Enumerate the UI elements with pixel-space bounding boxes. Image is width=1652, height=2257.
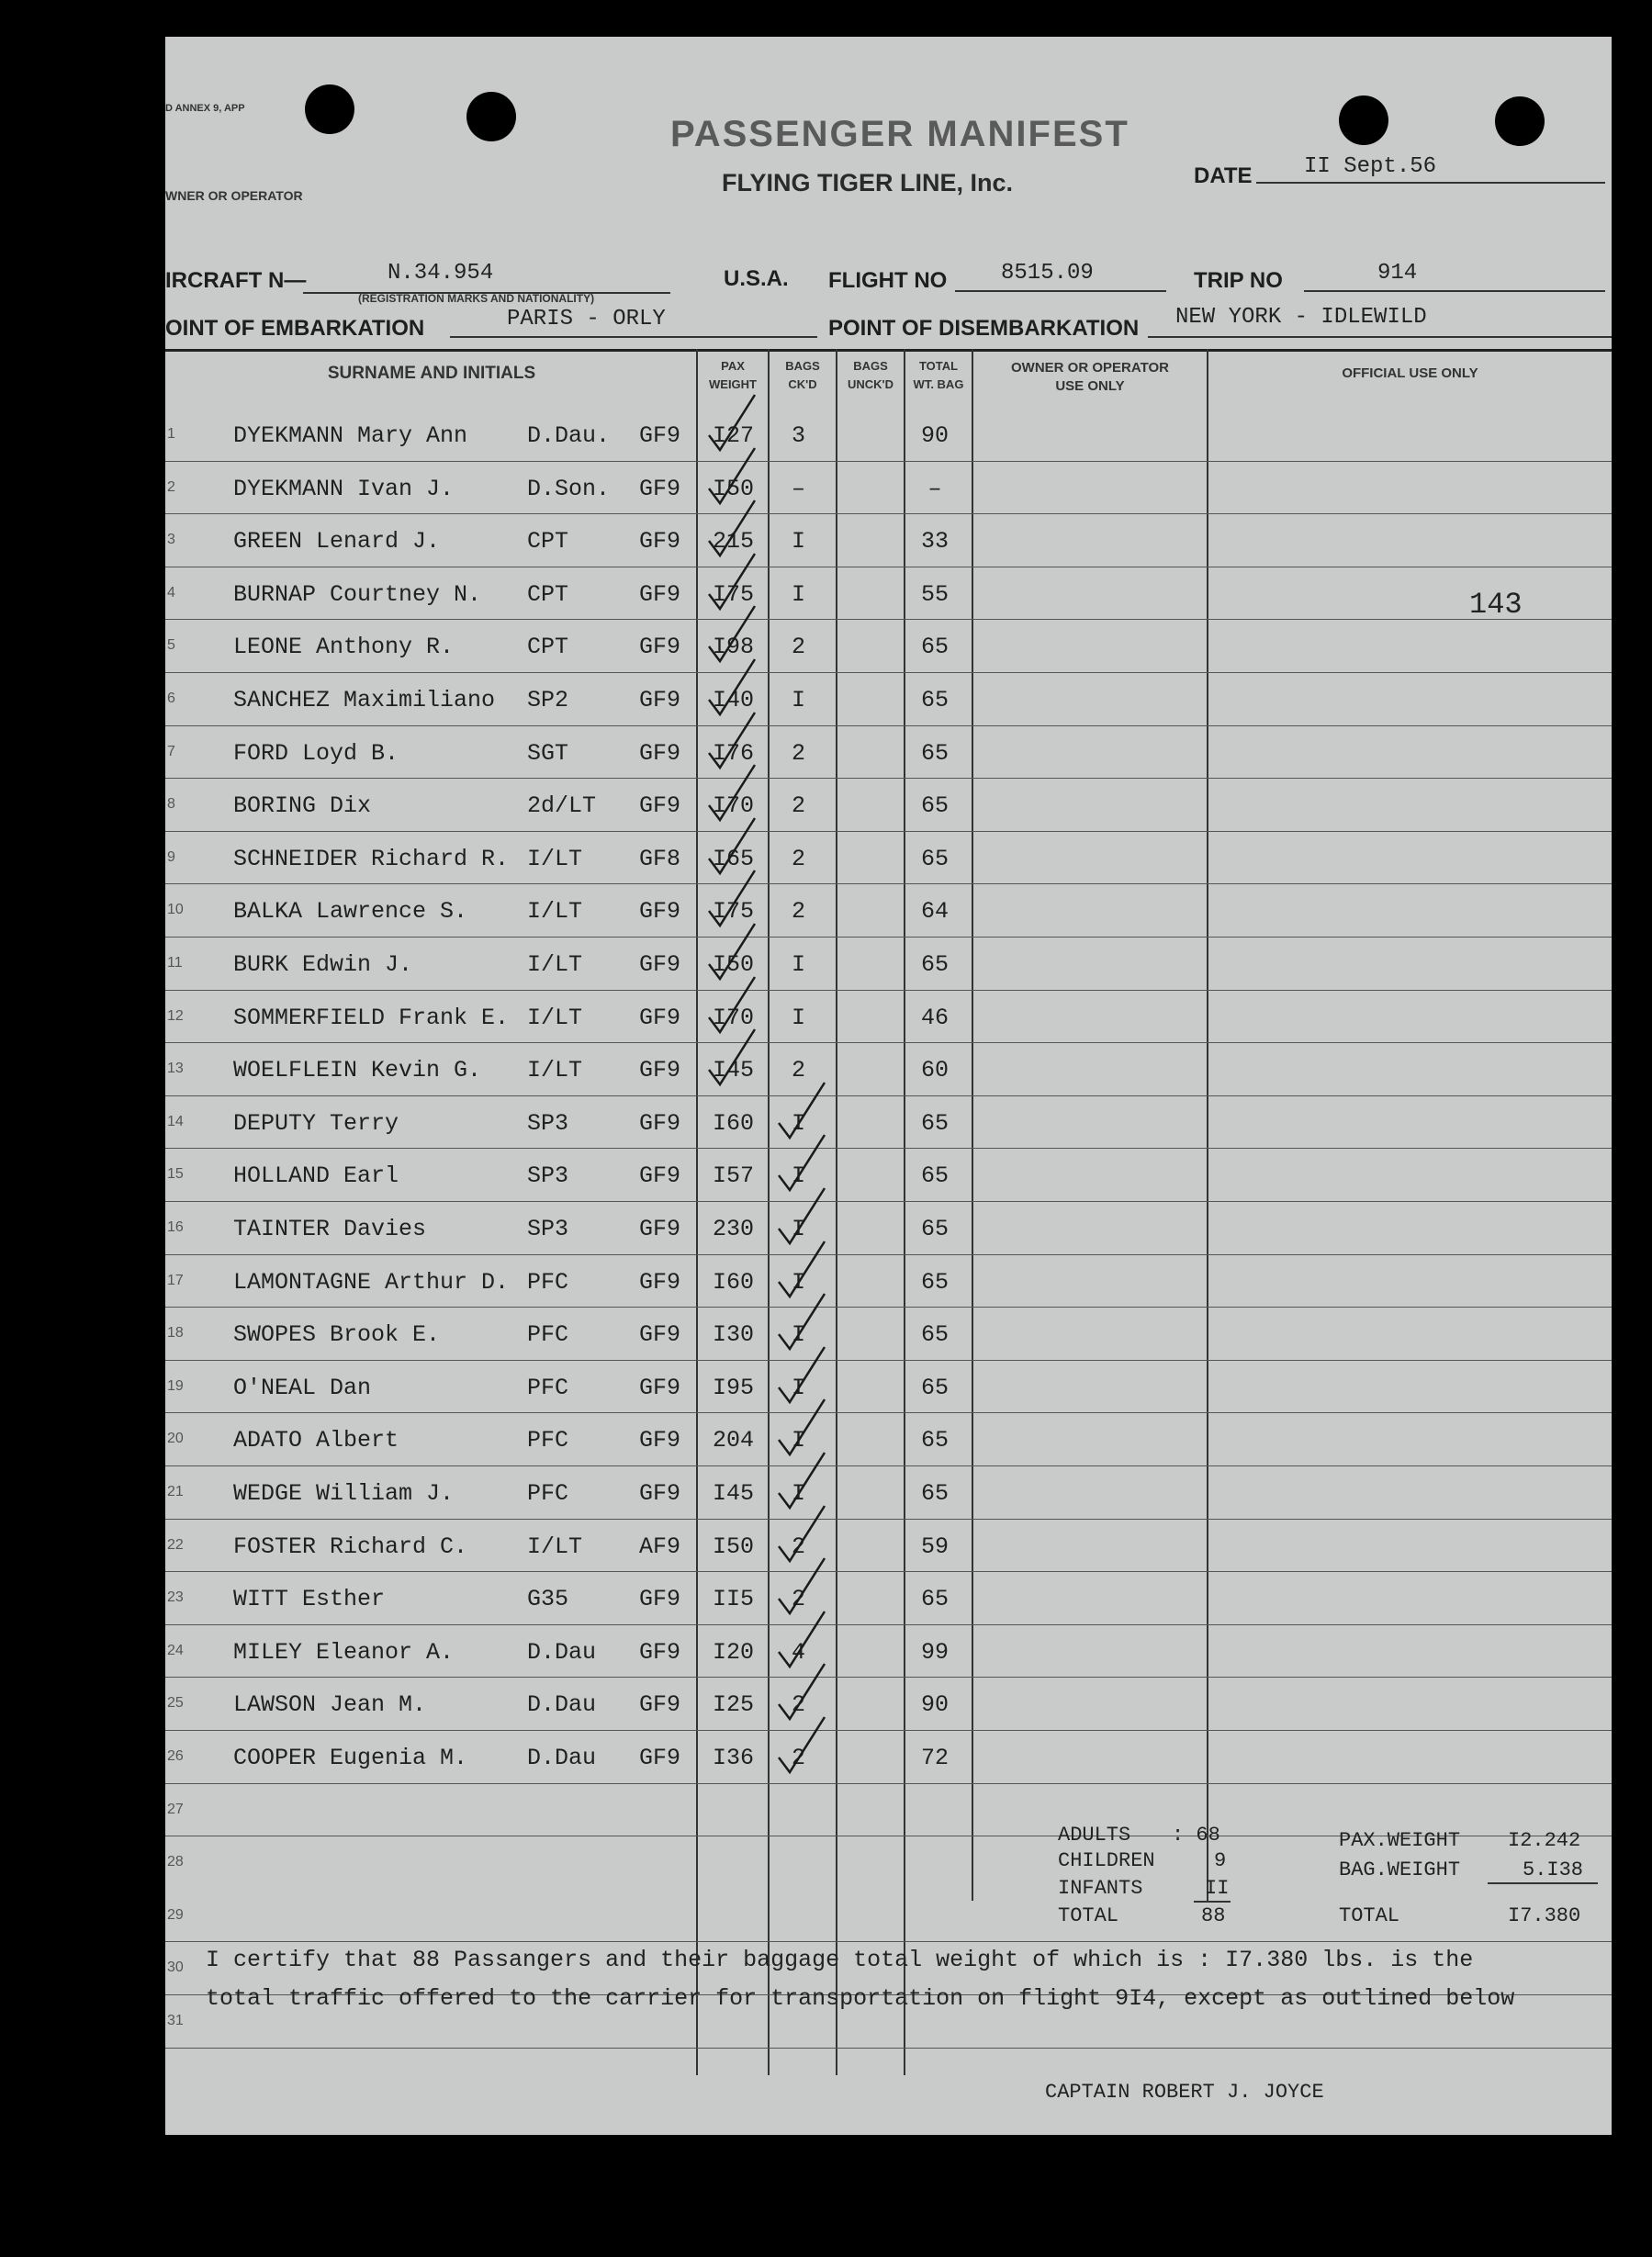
passenger-rank: SGT (527, 739, 569, 767)
passenger-rank: CPT (527, 580, 569, 608)
row-number: 16 (167, 1219, 184, 1235)
pax-weight: I50 (713, 475, 755, 502)
passenger-rank: SP2 (527, 687, 569, 713)
bags-checked: 2 (792, 634, 806, 661)
col-total-wt-1: TOTAL (918, 359, 959, 373)
passenger-unit: GF9 (639, 792, 681, 820)
children-label: CHILDREN (1058, 1849, 1155, 1872)
row-number: 14 (167, 1113, 184, 1129)
row-number: 19 (167, 1377, 184, 1394)
passenger-unit: GF9 (639, 1691, 681, 1719)
passenger-unit: GF9 (639, 1427, 681, 1454)
children-value: 9 (1214, 1849, 1227, 1872)
pax-weight: I27 (713, 422, 755, 449)
col-pax-weight-2: WEIGHT (709, 377, 757, 391)
total-bag-weight: 65 (920, 1109, 950, 1137)
passenger-name: GREEN Lenard J. (233, 528, 441, 556)
passenger-rank: D.Dau (527, 1638, 597, 1666)
row-number: 22 (167, 1536, 184, 1553)
passenger-rank: I/LT (527, 1057, 583, 1084)
col-bags-ckd-1: BAGS (785, 359, 820, 373)
total-bag-weight: 59 (920, 1533, 950, 1560)
passenger-name: O'NEAL Dan (233, 1374, 372, 1401)
captain-signature: CAPTAIN ROBERT J. JOYCE (1045, 2081, 1324, 2104)
disembarkation-label: POINT OF DISEMBARKATION (828, 316, 1140, 341)
passenger-unit: GF9 (639, 422, 681, 449)
certification-line-1: I certify that 88 Passangers and their baggage total weight of which is : I7.380 lbs. is the (206, 1947, 1474, 1973)
passenger-rank: I/LT (527, 1004, 583, 1031)
row-number: 6 (167, 691, 175, 706)
pax-weight: I98 (713, 634, 755, 661)
passenger-name: BALKA Lawrence S. (233, 898, 468, 926)
row-divider (165, 937, 1612, 938)
passenger-name: LEONE Anthony R. (233, 634, 455, 661)
row-number: 23 (167, 1589, 184, 1606)
row-divider (165, 1465, 1612, 1466)
row-divider (165, 672, 1612, 673)
row-number: 10 (167, 902, 184, 918)
passenger-unit: GF9 (639, 1216, 681, 1242)
passenger-unit: GF9 (639, 1638, 681, 1666)
row-number: 1 (167, 426, 175, 442)
row-number: 12 (167, 1007, 184, 1024)
bags-checked: I (792, 687, 806, 713)
total-bag-weight: 55 (920, 580, 950, 608)
manifest-page (165, 37, 1612, 2135)
row-divider (165, 1201, 1612, 1202)
pax-weight: I50 (713, 1533, 755, 1560)
col-total-wt-2: WT. BAG (913, 377, 964, 391)
bags-checked: 2 (792, 792, 806, 820)
passenger-name: WOELFLEIN Kevin G. (233, 1057, 482, 1084)
passenger-unit: GF9 (639, 898, 681, 926)
pax-weight: I75 (713, 580, 755, 608)
pax-weight: I30 (713, 1321, 755, 1349)
total-bag-weight: 65 (920, 845, 950, 872)
passenger-rank: PFC (527, 1480, 569, 1507)
row-number: 4 (167, 584, 175, 601)
col-bags-ckd-2: CK'D (788, 377, 817, 391)
pax-weight: I95 (713, 1374, 755, 1401)
passenger-rank: D.Dau. (527, 422, 611, 449)
total-bag-weight: 65 (920, 1480, 950, 1507)
bags-checked: 4 (792, 1638, 806, 1666)
bag-weight-value: 5.I38 (1523, 1858, 1584, 1881)
row-number: 27 (167, 1801, 184, 1817)
passenger-name: FOSTER Richard C. (233, 1533, 468, 1560)
embarkation-label: OINT OF EMBARKATION (165, 316, 425, 341)
row-divider (165, 1624, 1612, 1625)
total-bag-weight: 65 (920, 1162, 950, 1190)
passenger-name: FORD Loyd B. (233, 739, 399, 767)
bags-checked: I (792, 1480, 806, 1507)
passenger-unit: GF9 (639, 1480, 681, 1507)
passenger-name: HOLLAND Earl (233, 1162, 399, 1190)
row-number: 13 (167, 1061, 184, 1077)
passenger-rank: I/LT (527, 1533, 583, 1560)
passenger-name: DYEKMANN Mary Ann (233, 422, 468, 449)
passenger-rank: PFC (527, 1321, 569, 1349)
passenger-unit: GF9 (639, 1057, 681, 1084)
row-divider (165, 1571, 1612, 1572)
pax-weight: I75 (713, 898, 755, 926)
company-name: FLYING TIGER LINE, Inc. (722, 169, 1014, 197)
row-number: 26 (167, 1748, 184, 1764)
infants-value: II (1205, 1877, 1230, 1900)
row-divider (165, 1042, 1612, 1043)
row-number: 9 (167, 848, 175, 865)
punch-hole (1495, 96, 1545, 146)
weight-total-label: TOTAL (1339, 1904, 1400, 1927)
bags-checked: 2 (792, 898, 806, 926)
row-number: 2 (167, 478, 175, 495)
passenger-rank: CPT (527, 528, 569, 556)
bags-checked: I (792, 528, 806, 556)
disembarkation-value: NEW YORK - IDLEWILD (1175, 305, 1427, 330)
row-number: 21 (167, 1484, 184, 1499)
passenger-name: ADATO Albert (233, 1427, 399, 1454)
passenger-name: DYEKMANN Ivan J. (233, 475, 455, 502)
row-number: 28 (167, 1854, 184, 1870)
total-bag-weight: 72 (920, 1745, 950, 1771)
col-name: SURNAME AND INITIALS (327, 364, 536, 383)
pax-weight: I57 (713, 1162, 755, 1190)
pax-weight: I36 (713, 1745, 755, 1771)
total-bag-weight: 99 (920, 1638, 950, 1666)
passenger-rank: I/LT (527, 951, 583, 978)
passenger-unit: GF9 (639, 1268, 681, 1296)
row-number: 29 (167, 1906, 184, 1923)
row-divider (165, 1677, 1612, 1678)
passenger-name: WEDGE William J. (233, 1480, 455, 1507)
row-divider (165, 990, 1612, 991)
passenger-unit: GF9 (639, 951, 681, 978)
row-divider (165, 883, 1612, 884)
passenger-unit: GF9 (639, 1374, 681, 1401)
pax-weight: I40 (713, 687, 755, 713)
row-divider (165, 2048, 1612, 2049)
passenger-rank: PFC (527, 1268, 569, 1296)
bags-checked: I (792, 1321, 806, 1349)
bags-checked: 2 (792, 1691, 806, 1719)
passenger-unit: GF9 (639, 580, 681, 608)
row-number: 25 (167, 1695, 184, 1712)
total-bag-weight: 65 (920, 792, 950, 820)
adults-label: ADULTS (1058, 1824, 1131, 1847)
bags-checked: I (792, 1162, 806, 1190)
row-divider (165, 513, 1612, 514)
nationality: U.S.A. (724, 266, 789, 291)
total-bag-weight: 46 (920, 1004, 950, 1031)
passenger-rank: I/LT (527, 898, 583, 926)
annex-note: D ANNEX 9, APP (165, 103, 245, 114)
passenger-rank: G35 (527, 1586, 569, 1613)
total-bag-weight: 65 (920, 1321, 950, 1349)
pax-weight: I60 (713, 1109, 755, 1137)
weight-total-value: I7.380 (1508, 1904, 1581, 1927)
date-value: II Sept.56 (1304, 154, 1437, 179)
passenger-name: SWOPES Brook E. (233, 1321, 441, 1349)
passenger-rank: PFC (527, 1427, 569, 1454)
row-number: 7 (167, 743, 175, 759)
col-bags-unckd-2: UNCK'D (847, 377, 894, 391)
row-number: 8 (167, 796, 175, 813)
pax-weight: I50 (713, 951, 755, 978)
document-title: PASSENGER MANIFEST (670, 114, 1129, 154)
passenger-unit: GF9 (639, 1004, 681, 1031)
pax-weight: I76 (713, 739, 755, 767)
passenger-name: BORING Dix (233, 792, 372, 820)
pax-weight: I70 (713, 792, 755, 820)
owner-label: WNER OR OPERATOR (165, 188, 303, 203)
row-divider (165, 1360, 1612, 1361)
embarkation-value: PARIS - ORLY (507, 307, 666, 331)
row-number: 11 (167, 955, 183, 971)
flight-label: FLIGHT NO (828, 268, 948, 293)
punch-hole (305, 84, 354, 134)
row-divider (165, 831, 1612, 832)
row-number: 5 (167, 637, 175, 654)
row-divider (165, 1254, 1612, 1255)
passenger-rank: PFC (527, 1374, 569, 1401)
passenger-rank: 2d/LT (527, 792, 597, 820)
punch-hole (1339, 95, 1388, 145)
date-label: DATE (1194, 163, 1253, 188)
total-bag-weight: 65 (920, 1216, 950, 1242)
row-divider (165, 1307, 1612, 1308)
passenger-rank: SP3 (527, 1216, 569, 1242)
col-owner-use-1: OWNER OR OPERATOR (1011, 360, 1169, 376)
row-number: 24 (167, 1642, 184, 1658)
bags-checked: I (792, 580, 806, 608)
adults-value: : 68 (1172, 1824, 1220, 1847)
passenger-unit: AF9 (639, 1533, 681, 1560)
check-mark (771, 1713, 836, 1778)
check-mark (702, 1026, 766, 1090)
passenger-name: BURK Edwin J. (233, 951, 413, 978)
aircraft-value: N.34.954 (388, 261, 494, 286)
total-bag-weight: 65 (920, 1427, 950, 1454)
bags-checked: 2 (792, 739, 806, 767)
row-divider (165, 1148, 1612, 1149)
row-divider (165, 778, 1612, 779)
bags-checked: – (792, 475, 806, 502)
pax-weight: I70 (713, 1004, 755, 1031)
bags-checked: I (792, 1109, 806, 1137)
row-number: 18 (167, 1325, 184, 1342)
bags-checked: 2 (792, 1533, 806, 1560)
stamp-number: 143 (1469, 588, 1523, 622)
total-pax-label: TOTAL (1058, 1904, 1119, 1927)
passenger-rank: SP3 (527, 1162, 569, 1190)
row-number: 20 (167, 1431, 184, 1447)
bags-checked: I (792, 1216, 806, 1242)
bags-checked: I (792, 1427, 806, 1454)
passenger-name: MILEY Eleanor A. (233, 1638, 455, 1666)
bags-checked: I (792, 1374, 806, 1401)
passenger-rank: D.Son. (527, 475, 611, 502)
row-number: 30 (167, 1959, 184, 1976)
passenger-name: SCHNEIDER Richard R. (233, 845, 510, 872)
total-bag-weight: 65 (920, 1374, 950, 1401)
row-number: 31 (167, 2013, 184, 2028)
total-bag-weight: 65 (920, 1586, 950, 1613)
bags-checked: 2 (792, 1586, 806, 1613)
col-bags-unckd-1: BAGS (853, 359, 888, 373)
passenger-name: BURNAP Courtney N. (233, 580, 482, 608)
row-divider (165, 1783, 1612, 1784)
row-divider (165, 1095, 1612, 1096)
total-bag-weight: 65 (920, 634, 950, 661)
passenger-rank: CPT (527, 634, 569, 661)
passenger-name: WITT Esther (233, 1586, 386, 1613)
passenger-unit: GF9 (639, 1586, 681, 1613)
total-bag-weight: 65 (920, 687, 950, 713)
trip-value: 914 (1377, 261, 1418, 286)
total-bag-weight: 65 (920, 951, 950, 978)
pax-weight: 204 (713, 1427, 755, 1454)
passenger-unit: GF9 (639, 1109, 681, 1137)
row-divider (165, 1519, 1612, 1520)
registration-note: (REGISTRATION MARKS AND NATIONALITY) (358, 292, 595, 305)
row-divider (165, 461, 1612, 462)
pax-weight-label: PAX.WEIGHT (1339, 1829, 1461, 1852)
passenger-unit: GF8 (639, 845, 681, 872)
passenger-rank: D.Dau (527, 1691, 597, 1719)
passenger-rank: D.Dau (527, 1745, 597, 1771)
bags-checked: I (792, 951, 806, 978)
passenger-unit: GF9 (639, 687, 681, 713)
aircraft-label: IRCRAFT N— (165, 268, 307, 293)
row-number: 15 (167, 1166, 184, 1183)
row-number: 3 (167, 532, 175, 548)
total-bag-weight: 33 (920, 528, 950, 556)
total-bag-weight: 65 (920, 739, 950, 767)
total-bag-weight: 60 (920, 1057, 950, 1084)
total-bag-weight: 65 (920, 1268, 950, 1296)
flight-value: 8515.09 (1001, 261, 1094, 286)
passenger-unit: GF9 (639, 475, 681, 502)
pax-weight: 230 (713, 1216, 755, 1242)
passenger-name: LAMONTAGNE Arthur D. (233, 1268, 510, 1296)
bags-checked: 2 (792, 1745, 806, 1771)
punch-hole (466, 92, 516, 141)
pax-weight: I45 (713, 1057, 755, 1084)
bags-checked: I (792, 1268, 806, 1296)
pax-weight: I20 (713, 1638, 755, 1666)
col-official-use: OFFICIAL USE ONLY (1342, 365, 1478, 381)
passenger-unit: GF9 (639, 634, 681, 661)
bags-checked: 3 (792, 422, 806, 449)
passenger-unit: GF9 (639, 1745, 681, 1771)
row-divider (165, 619, 1612, 620)
passenger-name: TAINTER Davies (233, 1216, 427, 1242)
bags-checked: 2 (792, 845, 806, 872)
total-bag-weight: 90 (920, 1691, 950, 1719)
pax-weight: 215 (713, 528, 755, 556)
bag-weight-label: BAG.WEIGHT (1339, 1858, 1461, 1881)
total-bag-weight: 90 (920, 422, 950, 449)
row-number: 17 (167, 1272, 184, 1288)
passenger-unit: GF9 (639, 1162, 681, 1190)
total-bag-weight: – (927, 475, 942, 502)
row-divider (165, 1412, 1612, 1413)
bags-checked: I (792, 1004, 806, 1031)
total-bag-weight: 64 (920, 898, 950, 926)
certification-line-2: total traffic offered to the carrier for transportation on flight 9I4, except as outlined below (206, 1985, 1515, 2012)
row-divider (165, 1941, 1612, 1942)
passenger-name: COOPER Eugenia M. (233, 1745, 468, 1771)
passenger-name: SOMMERFIELD Frank E. (233, 1004, 510, 1031)
infants-label: INFANTS (1058, 1877, 1143, 1900)
passenger-unit: GF9 (639, 1321, 681, 1349)
pax-weight: I25 (713, 1691, 755, 1719)
passenger-unit: GF9 (639, 739, 681, 767)
passenger-name: SANCHEZ Maximiliano (233, 687, 496, 713)
pax-weight: I60 (713, 1268, 755, 1296)
passenger-name: DEPUTY Terry (233, 1109, 399, 1137)
passenger-name: LAWSON Jean M. (233, 1691, 427, 1719)
pax-weight: II5 (713, 1586, 755, 1613)
passenger-rank: I/LT (527, 845, 583, 872)
pax-weight: I65 (713, 845, 755, 872)
row-divider (165, 725, 1612, 726)
pax-weight: I45 (713, 1480, 755, 1507)
pax-weight-value: I2.242 (1508, 1829, 1581, 1852)
trip-label: TRIP NO (1194, 268, 1283, 293)
bags-checked: 2 (792, 1057, 806, 1084)
row-divider (165, 1730, 1612, 1731)
total-pax-value: 88 (1201, 1904, 1226, 1927)
passenger-unit: GF9 (639, 528, 681, 556)
col-pax-weight-1: PAX (721, 359, 745, 373)
passenger-rank: SP3 (527, 1109, 569, 1137)
col-owner-use-2: USE ONLY (1055, 378, 1125, 394)
